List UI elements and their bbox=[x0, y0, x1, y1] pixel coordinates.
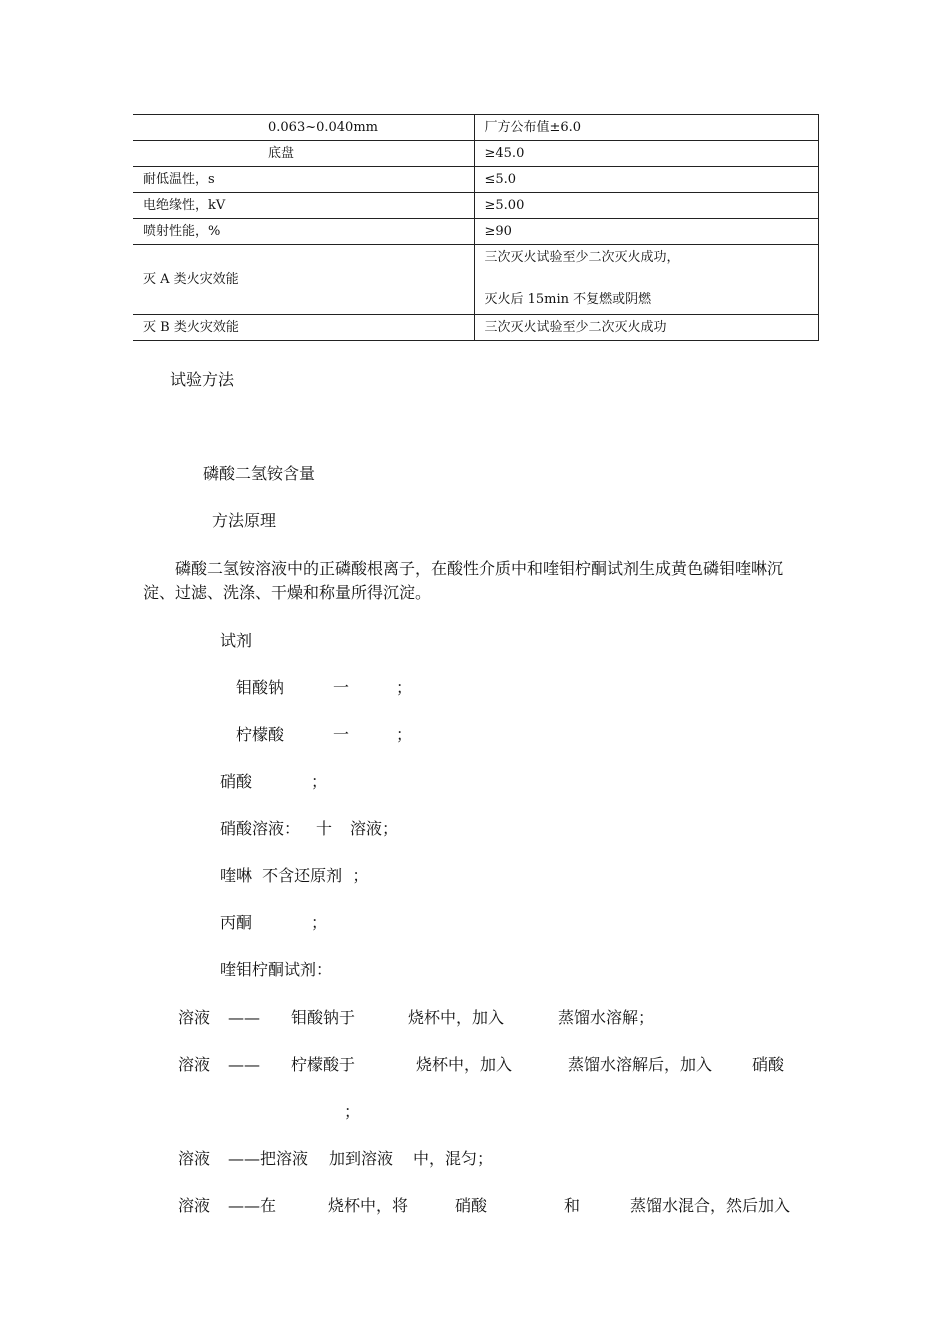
principle-paragraph bbox=[143, 557, 813, 605]
reagent-text: 十 bbox=[316, 819, 333, 838]
solution-text: 钼酸钠于 bbox=[291, 1008, 356, 1027]
table-cell: ≥5.00 bbox=[474, 193, 818, 219]
table-row bbox=[133, 245, 818, 315]
solution-text: 溶液 bbox=[178, 1055, 211, 1074]
solution-text: 柠檬酸于 bbox=[291, 1055, 356, 1074]
reagent-dash: 一 bbox=[333, 725, 350, 744]
table-cell bbox=[474, 245, 818, 315]
table-cell: ≤5.0 bbox=[474, 167, 818, 193]
table-row bbox=[133, 193, 818, 219]
solution-text: 蒸馏水溶解后，加入 bbox=[568, 1055, 713, 1074]
table-row bbox=[133, 315, 818, 341]
table-cell: 厂方公布值±6.0 bbox=[474, 115, 818, 141]
reagent-end: ； bbox=[311, 913, 328, 932]
principle-text: 磷酸二氢铵溶液中的正磷酸根离子，在酸性介质中和喹钼柠酮试剂生成黄色磷钼喹啉沉淀、过滤、洗涤、干燥和称量所得沉淀。 bbox=[143, 559, 784, 602]
solution-text: —— bbox=[228, 1055, 260, 1074]
table-row bbox=[133, 167, 818, 193]
heading-test-method: 试验方法 bbox=[170, 370, 235, 389]
solution-text: 溶液 bbox=[178, 1008, 211, 1027]
solution-text: 硝酸 bbox=[752, 1055, 785, 1074]
table-cell: 灭 B 类火灾效能 bbox=[133, 315, 474, 341]
heading-principle: 方法原理 bbox=[212, 511, 277, 530]
reagent-end: ； bbox=[311, 772, 328, 791]
table-cell bbox=[133, 115, 258, 141]
reagents-title: 试剂 bbox=[220, 631, 253, 650]
reagent-text: 喹钼柠酮试剂： bbox=[220, 960, 333, 979]
solution-text: 蒸馏水混合，然后加入 bbox=[630, 1196, 791, 1215]
solution-text: 蒸馏水溶解； bbox=[558, 1008, 655, 1027]
reagent-end: ； bbox=[396, 678, 413, 697]
cell-line: 灭火后 15min 不复燃或阴燃 bbox=[484, 292, 652, 307]
table-cell: 三次灭火试验至少二次灭火成功 bbox=[474, 315, 818, 341]
table-row bbox=[133, 219, 818, 245]
spec-table bbox=[133, 114, 819, 341]
solution-text: 溶液 bbox=[178, 1149, 211, 1168]
table-cell: 电绝缘性，kV bbox=[133, 193, 474, 219]
table-cell bbox=[133, 141, 258, 167]
solution-text: 硝酸 bbox=[455, 1196, 488, 1215]
table-cell: 底盘 bbox=[258, 141, 474, 167]
solution-text: 加到溶液 bbox=[329, 1149, 394, 1168]
table-row bbox=[133, 141, 818, 167]
reagent-name: 硝酸 bbox=[220, 772, 253, 791]
table-cell: 耐低温性，s bbox=[133, 167, 474, 193]
solution-text: 烧杯中，将 bbox=[328, 1196, 409, 1215]
reagent-text: 溶液； bbox=[350, 819, 399, 838]
solution-text: —— bbox=[228, 1008, 260, 1027]
table-cell: 0.063~0.040mm bbox=[258, 115, 474, 141]
solution-text: 溶液 bbox=[178, 1196, 211, 1215]
solution-text: ； bbox=[344, 1102, 361, 1121]
reagent-name: 柠檬酸 bbox=[236, 725, 285, 744]
solution-text: ——在 bbox=[228, 1196, 277, 1215]
solution-text: 烧杯中，加入 bbox=[408, 1008, 505, 1027]
reagent-text: 喹啉 不含还原剂 ； bbox=[220, 866, 369, 885]
reagent-dash: 一 bbox=[333, 678, 350, 697]
solution-text: 和 bbox=[564, 1196, 581, 1215]
cell-line: 三次灭火试验至少二次灭火成功， bbox=[484, 250, 680, 265]
solution-text: 中，混匀； bbox=[413, 1149, 494, 1168]
solution-text: ——把溶液 bbox=[228, 1149, 309, 1168]
reagent-name: 钼酸钠 bbox=[236, 678, 285, 697]
solution-text: 烧杯中，加入 bbox=[416, 1055, 513, 1074]
reagent-text: 硝酸溶液： bbox=[220, 819, 301, 838]
table-cell: 喷射性能，% bbox=[133, 219, 474, 245]
reagent-end: ； bbox=[396, 725, 413, 744]
table-cell: ≥45.0 bbox=[474, 141, 818, 167]
reagent-name: 丙酮 bbox=[220, 913, 253, 932]
table-cell: 灭 A 类火灾效能 bbox=[133, 245, 474, 315]
table-row bbox=[133, 115, 818, 141]
table-cell: ≥90 bbox=[474, 219, 818, 245]
heading-content: 磷酸二氢铵含量 bbox=[203, 464, 316, 483]
